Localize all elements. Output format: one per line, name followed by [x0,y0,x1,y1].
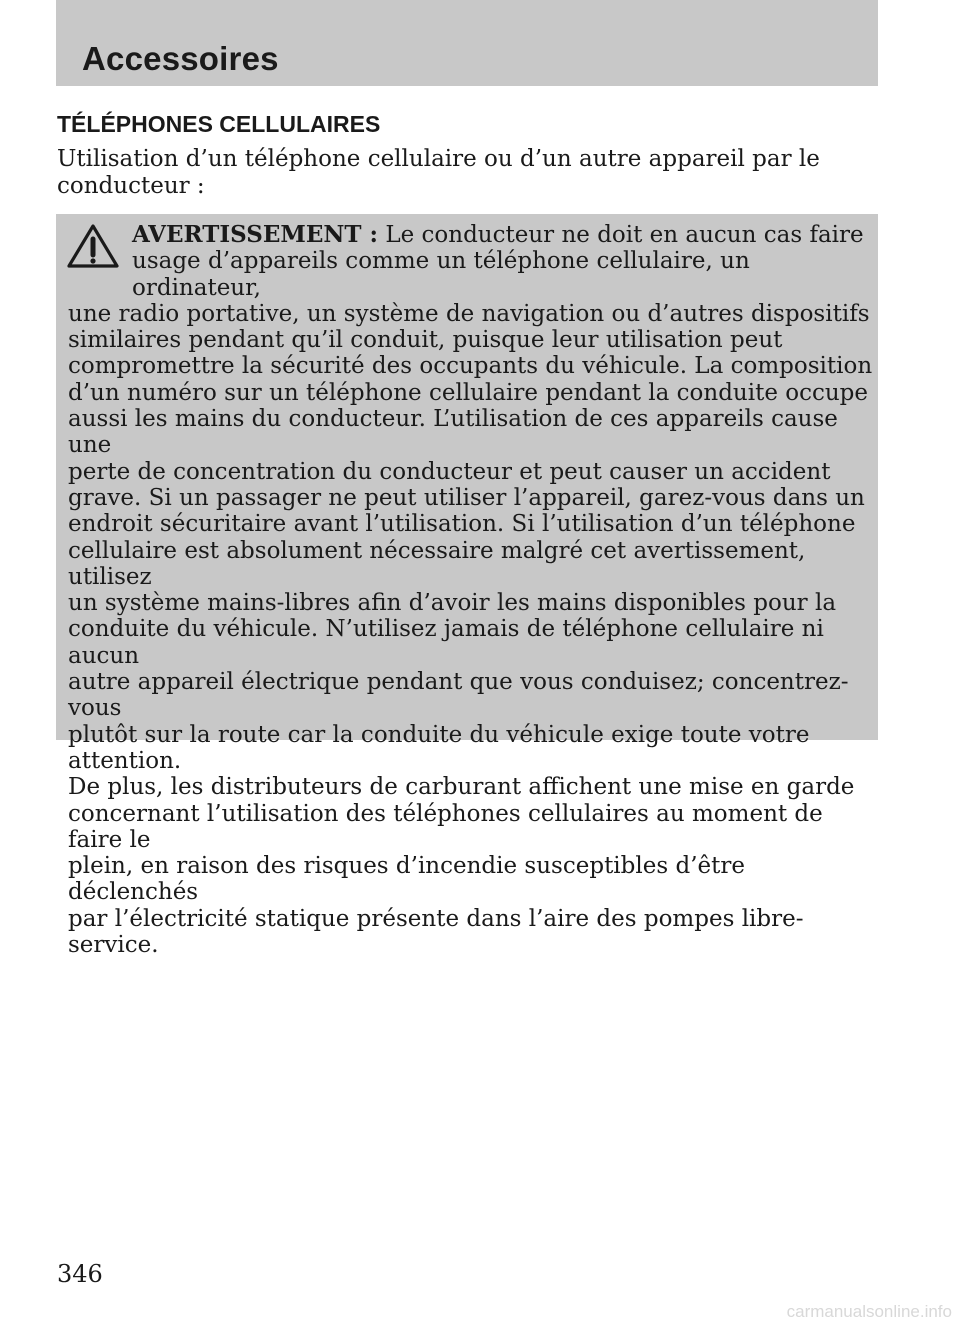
warning-line: une radio portative, un système de navigation ou d’autres dispositifs [68,300,870,327]
warning-line: aussi les mains du conducteur. L’utilisation de ces appareils cause une [68,406,838,459]
warning-line: par l’électricité statique présente dans l’aire des pompes libre-service. [68,905,804,959]
section-heading: TÉLÉPHONES CELLULAIRES [57,111,381,137]
warning-line: conduite du véhicule. N’utilisez jamais de téléphone cellulaire ni aucun [68,616,824,669]
warning-line: concernant l’utilisation des téléphones cellulaires au moment de faire le [68,800,823,853]
warning-line: similaires pendant qu’il conduit, puisque leur utilisation peut [68,327,783,354]
watermark: carmanualsonline.info [786,1302,952,1321]
warning-line: Le conducteur ne doit en aucun cas faire [378,222,864,248]
page-number: 346 [57,1260,103,1288]
warning-line: perte de concentration du conducteur et peut causer un accident [68,458,831,485]
warning-line: De plus, les distributeurs de carburant affichent une mise en garde [68,774,855,801]
warning-line: autre appareil électrique pendant que vous conduisez; concentrez-vous [68,669,849,722]
warning-line: endroit sécuritaire avant l’utilisation. Si l’utilisation d’un téléphone [68,511,856,538]
warning-line: attention. [68,747,182,774]
warning-first-line [68,222,878,248]
warning-line: un système mains-libres afin d’avoir les mains disponibles pour la [68,590,837,617]
warning-line: plein, en raison des risques d’incendie susceptibles d’être déclenchés [68,853,745,906]
warning-line: plutôt sur la route car la conduite du véhicule exige toute votre [68,721,810,748]
intro-line: Utilisation d’un téléphone cellulaire ou d’un autre appareil par le [57,146,820,172]
chapter-title: Accessoires [82,40,279,77]
intro-line: conducteur : [57,173,205,199]
warning-line: d’un numéro sur un téléphone cellulaire pendant la conduite occupe [68,379,869,406]
warning-line: grave. Si un passager ne peut utiliser l’appareil, garez-vous dans un [68,484,865,511]
warning-line: cellulaire est absolument nécessaire malgré cet avertissement, utilisez [68,537,806,590]
warning-line: usage d’appareils comme un téléphone cellulaire, un ordinateur, [132,248,750,301]
warning-line: compromettre la sécurité des occupants du véhicule. La composition [68,353,873,380]
warning-text [68,222,878,958]
warning-label: AVERTISSEMENT : [132,221,379,248]
intro-paragraph [57,146,867,200]
